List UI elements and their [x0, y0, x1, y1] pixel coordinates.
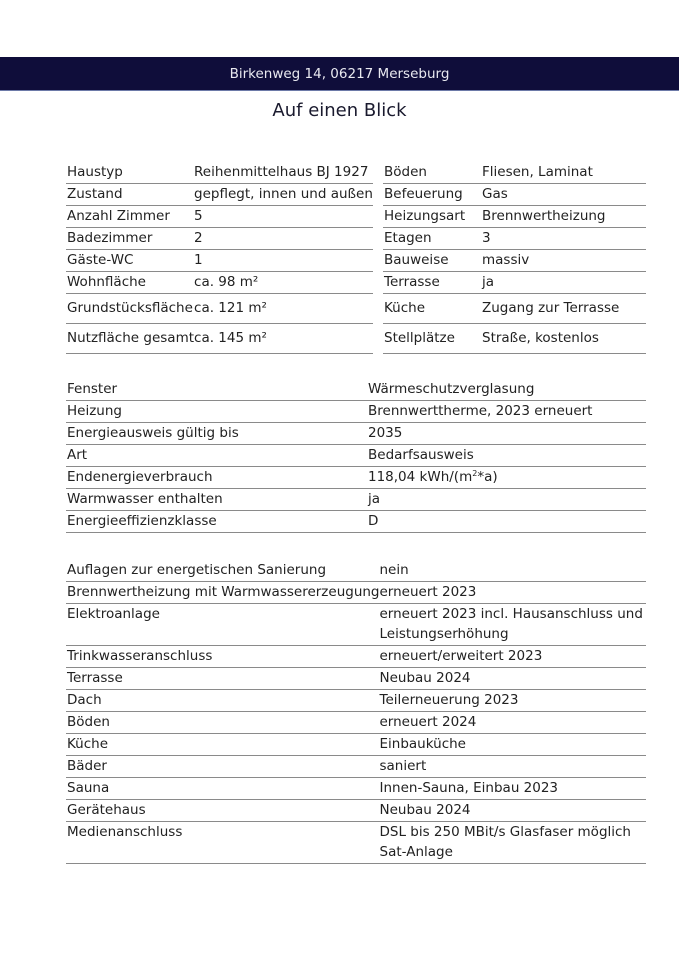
table-row — [66, 712, 646, 734]
row-value — [380, 604, 647, 646]
row-label: Stellplätze — [383, 324, 482, 354]
value-prefix: 118,04 kWh/(m — [368, 469, 473, 485]
row-label: Medienanschluss — [66, 822, 380, 864]
row-value: ja — [482, 272, 646, 294]
row-value: erneuert/erweitert 2023 — [380, 646, 647, 668]
row-value: Innen-Sauna, Einbau 2023 — [380, 778, 647, 800]
row-label: Badezimmer — [66, 228, 194, 250]
table-row — [383, 250, 646, 272]
table-row — [66, 800, 646, 822]
row-label: Etagen — [383, 228, 482, 250]
row-label: Warmwasser enthalten — [66, 489, 368, 511]
table-row — [66, 511, 646, 533]
table-row — [66, 445, 646, 467]
row-label: Energieausweis gültig bis — [66, 423, 368, 445]
renovations-table — [66, 560, 646, 864]
row-label: Zustand — [66, 184, 194, 206]
row-value: 2 — [194, 228, 373, 250]
row-label: Grundstücksfläche — [66, 294, 194, 324]
table-row — [66, 734, 646, 756]
row-label: Gerätehaus — [66, 800, 380, 822]
row-label: Trinkwasseranschluss — [66, 646, 380, 668]
table-row — [66, 294, 373, 324]
row-label: Terrasse — [383, 272, 482, 294]
table-row — [66, 690, 646, 712]
row-value: Neubau 2024 — [380, 668, 647, 690]
row-label: Sauna — [66, 778, 380, 800]
row-value: 1 — [194, 250, 373, 272]
row-label: Endenergieverbrauch — [66, 467, 368, 489]
row-value: nein — [380, 560, 647, 582]
table-row — [66, 756, 646, 778]
table-row — [66, 822, 646, 864]
row-value: Bedarfsausweis — [368, 445, 646, 467]
value-line: Leistungserhöhung — [379, 625, 509, 642]
table-row — [66, 489, 646, 511]
row-value: Teilerneuerung 2023 — [380, 690, 647, 712]
table-row — [66, 162, 373, 184]
value-line: Sat-Anlage — [379, 843, 453, 860]
row-label: Nutzfläche gesamt — [66, 324, 194, 354]
table-row — [66, 272, 373, 294]
row-label: Böden — [66, 712, 380, 734]
row-value: Zugang zur Terrasse — [482, 294, 646, 324]
address-header — [0, 57, 679, 91]
row-value: erneuert 2024 — [380, 712, 647, 734]
row-label: Wohnfläche — [66, 272, 194, 294]
row-value: Gas — [482, 184, 646, 206]
table-row — [66, 401, 646, 423]
row-label: Anzahl Zimmer — [66, 206, 194, 228]
row-label: Bäder — [66, 756, 380, 778]
row-label: Heizungsart — [383, 206, 482, 228]
row-value: saniert — [380, 756, 647, 778]
row-label: Gäste-WC — [66, 250, 194, 272]
row-label: Auflagen zur energetischen Sanierung — [66, 560, 380, 582]
row-value: Fliesen, Laminat — [482, 162, 646, 184]
row-label: Haustyp — [66, 162, 194, 184]
row-value: ca. 121 m² — [194, 294, 373, 324]
row-label: Heizung — [66, 401, 368, 423]
row-value — [380, 822, 647, 864]
row-value: Brennwerttherme, 2023 erneuert — [368, 401, 646, 423]
value-line: DSL bis 250 MBit/s Glasfaser möglich — [379, 824, 631, 840]
row-label: Terrasse — [66, 668, 380, 690]
value-superscript: 2 — [472, 469, 478, 478]
row-value: Wärmeschutzverglasung — [368, 379, 646, 401]
row-value: massiv — [482, 250, 646, 272]
table-row — [66, 467, 646, 489]
table-row — [383, 162, 646, 184]
table-row — [383, 206, 646, 228]
facts-table-left — [66, 162, 373, 354]
table-row — [66, 206, 373, 228]
table-row — [66, 582, 646, 604]
row-value: ja — [368, 489, 646, 511]
page-title: Auf einen Blick — [272, 100, 407, 121]
table-row — [66, 604, 646, 646]
table-row — [66, 668, 646, 690]
row-value: ca. 98 m² — [194, 272, 373, 294]
table-row — [66, 560, 646, 582]
table-row — [66, 228, 373, 250]
table-row — [383, 294, 646, 324]
row-value: D — [368, 511, 646, 533]
row-label: Elektroanlage — [66, 604, 380, 646]
facts-table-right — [383, 162, 646, 354]
row-value: 5 — [194, 206, 373, 228]
row-label: Brennwertheizung mit Warmwassererzeugung — [66, 582, 380, 604]
row-value: Neubau 2024 — [380, 800, 647, 822]
table-row — [66, 184, 373, 206]
row-value: 2035 — [368, 423, 646, 445]
row-value: 3 — [482, 228, 646, 250]
row-value: ca. 145 m² — [194, 324, 373, 354]
row-label: Bauweise — [383, 250, 482, 272]
row-label: Befeuerung — [383, 184, 482, 206]
row-label: Küche — [66, 734, 380, 756]
row-value: gepflegt, innen und außen — [194, 184, 373, 206]
row-value: Brennwertheizung — [482, 206, 646, 228]
row-label: Dach — [66, 690, 380, 712]
table-row — [66, 379, 646, 401]
row-label: Energieeffizienzklasse — [66, 511, 368, 533]
table-row — [66, 778, 646, 800]
row-value — [368, 467, 646, 489]
table-row — [383, 228, 646, 250]
row-label: Fenster — [66, 379, 368, 401]
row-label: Böden — [383, 162, 482, 184]
table-row — [383, 184, 646, 206]
table-row — [66, 423, 646, 445]
row-value: Einbauküche — [380, 734, 647, 756]
row-value: erneuert 2023 — [380, 582, 647, 604]
address-text: Birkenweg 14, 06217 Merseburg — [229, 65, 450, 82]
row-value: Reihenmittelhaus BJ 1927 — [194, 162, 373, 184]
energy-table — [66, 379, 646, 533]
table-row — [66, 324, 373, 354]
table-row — [383, 272, 646, 294]
table-row — [66, 250, 373, 272]
value-line: erneuert 2023 incl. Hausanschluss und — [379, 606, 643, 622]
table-row — [66, 646, 646, 668]
row-label: Art — [66, 445, 368, 467]
table-row — [383, 324, 646, 354]
row-value: Straße, kostenlos — [482, 324, 646, 354]
value-suffix: *a) — [477, 469, 498, 485]
row-label: Küche — [383, 294, 482, 324]
